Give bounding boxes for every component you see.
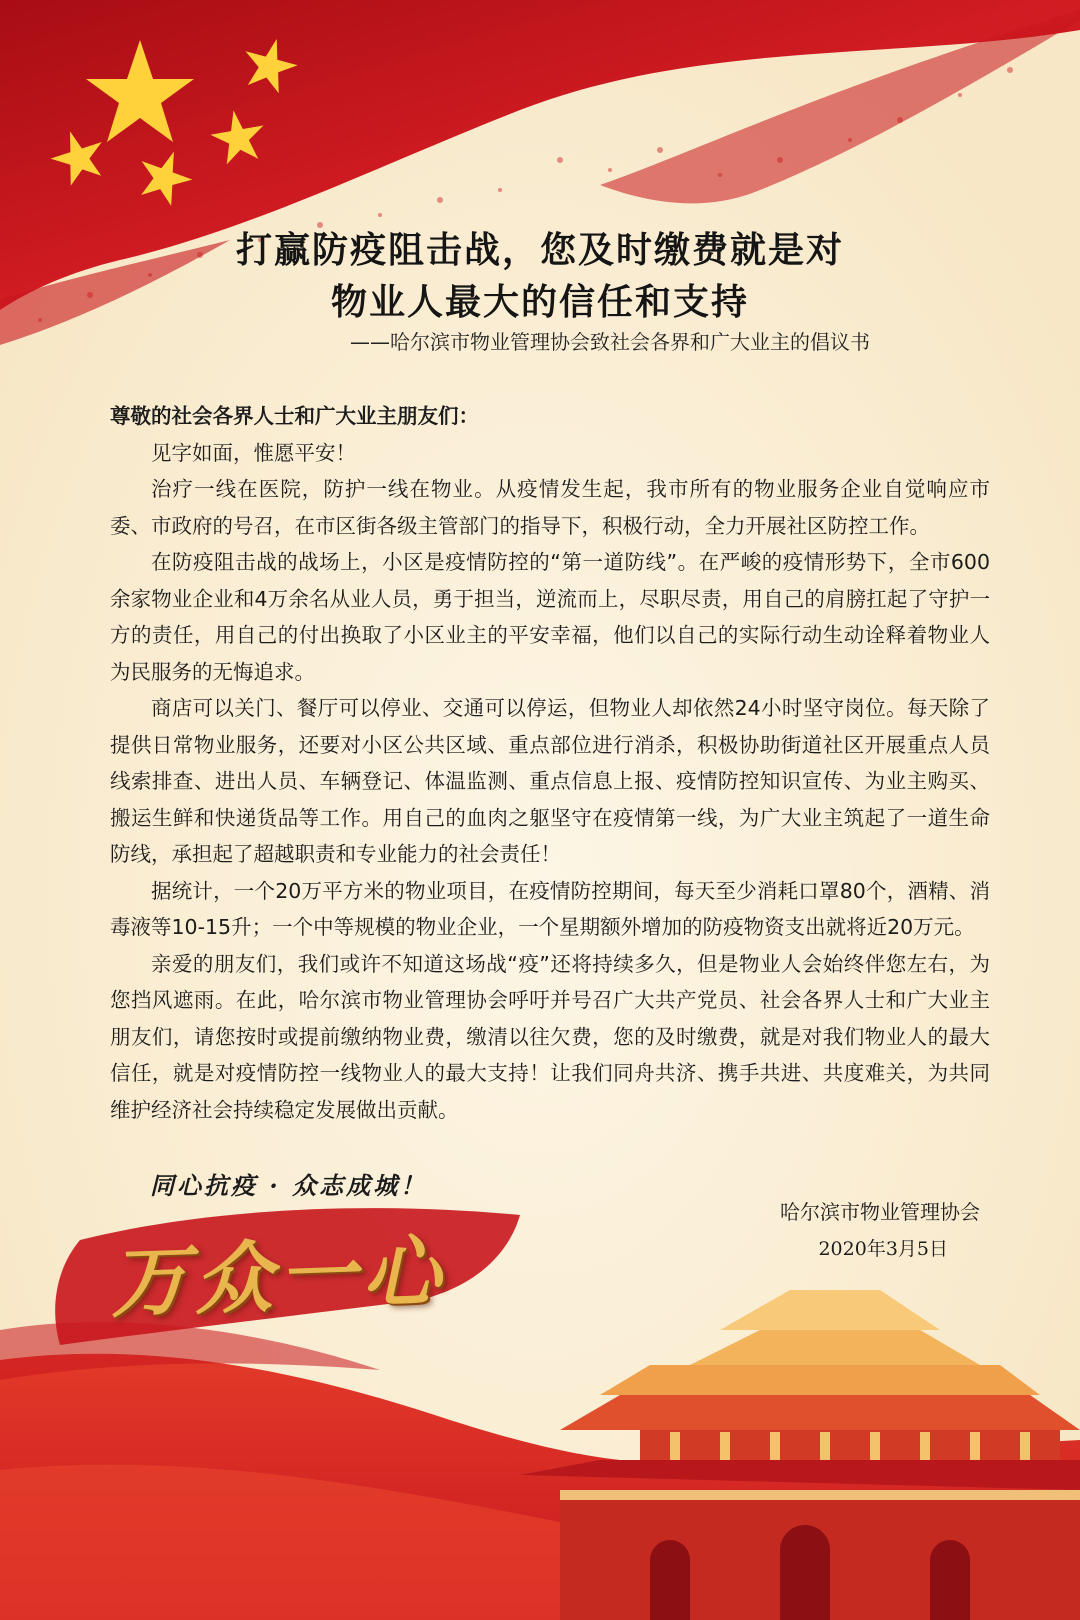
salutation: 尊敬的社会各界人士和广大业主朋友们： [110,404,479,428]
title-line-1: 打赢防疫阻击战，您及时缴费就是对 [235,229,844,271]
slogan: 同心抗疫 · 众志成城！ [150,1171,428,1200]
signature-organization: 哈尔滨市物业管理协会 [780,1200,980,1224]
paragraph: 在防疫阻击战的战场上，小区是疫情防控的“第一道防线”。在严峻的疫情形势下，全市600余家物业企业和4万余名从业人员，勇于担当，逆流而上，尽职尽责，用自己的肩膀扛起了守护一方的责任，用自己的付出换取了小区业主的平安幸福，他们以自己的实际行动生动诠释着物业人为民服务的无悔追求。 [110,550,990,684]
paragraph: 见字如面，惟愿平安！ [151,440,356,465]
calligraphy-title: 万众一心 [108,1226,448,1329]
paragraph: 亲爱的朋友们，我们或许不知道这场战“疫”还将持续多久，但是物业人会始终伴您左右，为您挡风遮雨。在此，哈尔滨市物业管理协会呼吁并号召广大共产党员、社会各界人士和广大业主朋友们，请您按时或提前缴纳物业费，缴清以往欠费，您的及时缴费，就是对我们物业人的最大信任，就是对疫情防控一线物业人的最大支持！让我们同舟共济、携手共进、共度难关，为共同维护经济社会持续稳定发展做出贡献。 [110,951,990,1122]
subtitle: ——哈尔滨市物业管理协会致社会各界和广大业主的倡议书 [350,330,870,354]
signature-date: 2020年3月5日 [818,1238,948,1260]
letter-body [110,398,990,1128]
paragraph: 据统计，一个20万平方米的物业项目，在疫情防控期间，每天至少消耗口罩80个，酒精、消毒液等10-15升；一个中等规模的物业企业，一个星期额外增加的防疫物资支出就将近20万元。 [110,878,990,939]
paragraph: 治疗一线在医院，防护一线在物业。从疫情发生起，我市所有的物业服务企业自觉响应市委、市政府的号召，在市区街各级主管部门的指导下，积极行动，全力开展社区防控工作。 [110,477,990,538]
paragraph: 商店可以关门、餐厅可以停业、交通可以停运，但物业人却依然24小时坚守岗位。每天除了提供日常物业服务，还要对小区公共区域、重点部位进行消杀，积极协助街道社区开展重点人员线索排查、进出人员、车辆登记、体温监测、重点信息上报、疫情防控知识宣传、为业主购买、搬运生鲜和快递货品等工作。用自己的血肉之躯坚守在疫情第一线，为广大业主筑起了一道生命防线，承担起了超越职责和专业能力的社会责任！ [110,696,990,866]
title-line-2: 物业人最大的信任和支持 [330,281,749,323]
